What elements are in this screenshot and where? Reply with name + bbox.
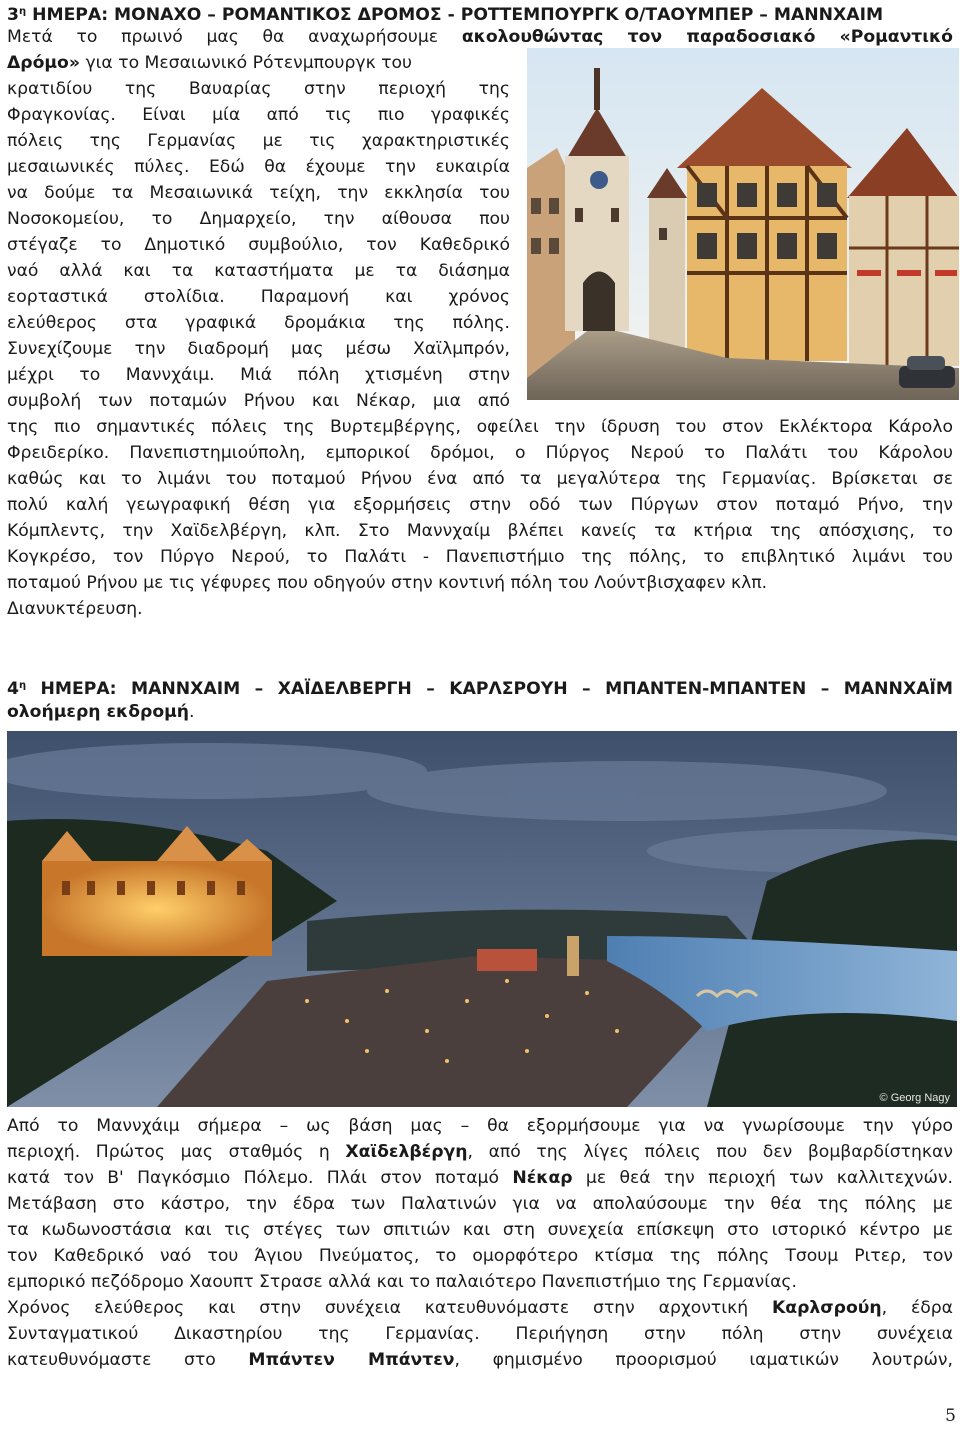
day4-line: τα κωδωνοστάσια και τις στέγες των σπιτιών και στη συνεχεία επίσκεψη στο ιστορικό κέντρο με [7, 1220, 953, 1240]
day4-heading: $4^\eta$ ΗΜΕΡΑ: ΜΑΝΝΧΑΙΜ – ΧΑΪΔΕΛΒΕΡΓΗ – ΚΑΡΛΣΡΟΥΗ – ΜΠΑΝΤΕΝ-ΜΠΑΝΤΕΝ – ΜΑΝΝΧΑΪΜ [7, 679, 953, 699]
day3-line: πόλεις της Γερμανίας με τις χαρακτηριστικές [7, 131, 510, 151]
day4-line: κατά τον Β' Παγκόσμιο Πόλεμο. Πλάι στον ποταμό Νέκαρ με θεά την περιοχή των καλλιτεχνών. [7, 1168, 953, 1188]
day4-line: κατευθυνόμαστε στο Μπάντεν Μπάντεν, φημισμένο προορισμού ιαματικών λουτρών, [7, 1350, 953, 1370]
day3-line: κρατιδίου της Βαυαρίας στην περιοχή της [7, 79, 510, 99]
day4-line: τον Καθεδρικό ναό του Άγιου Πνεύματος, το ομορφότερο κτίσμα της πόλης Τσουμ Ριτερ, τον [7, 1246, 953, 1266]
day4-line: Συνταγματικού Δικαστηρίου της Γερμανίας. Περιήγηση στην πόλη στην συνέχεια [7, 1324, 953, 1344]
day3-line: συμβολή των ποταμών Ρήνου και Νέκαρ, μια από [7, 391, 510, 411]
day3-line: Φρειδερίκο. Πανεπιστημιούπολη, εμπορικοί δρόμοι, ο Πύργος Νερού το Παλάτι του Κάρολου [7, 443, 953, 463]
day3-line: της πιο σημαντικές πόλεις της Βυρτεμβέργης, οφείλει την ίδρυση του στον Εκλέκτορα Κάρολο [7, 417, 953, 437]
day3-line: Διανυκτέρευση. [7, 599, 143, 619]
day3-line: ελεύθερος στα γραφικά δρομάκια της πόλης. [7, 313, 510, 333]
day3-line: στέγαζε το Δημοτικό συμβούλιο, τον Καθεδρικό [7, 235, 510, 255]
heidelberg-photo [7, 731, 957, 1107]
day3-line: πολύ καλή γεωγραφική θέση για εξορμήσεις στην οδό των Πύργων στον ποταμό Ρήνο, την [7, 495, 953, 515]
day3-line: Νοσοκομείου, το Δημαρχείο, την αίθουσα που [7, 209, 510, 229]
day3-line: εορταστικά στολίδια. Παραμονή και χρόνος [7, 287, 510, 307]
day3-line: μέχρι το Μαννχάιμ. Μιά πόλη χτισμένη στην [7, 365, 510, 385]
page-number: 5 [945, 1406, 956, 1426]
photo-credit: © Georg Nagy [879, 1092, 950, 1104]
day3-line: καθώς και το λιμάνι του ποταμού Ρήνου ένα από τα μεγαλύτερα της Γερμανίας. Βρίσκεται σε [7, 469, 953, 489]
day3-line: Συνεχίζουμε την διαδρομή μας μέσω Χαϊλμπρόν, [7, 339, 510, 359]
day3-line: Κόμπλεντς, την Χαϊδελβέργη, κλπ. Στο Μαννχαίμ βλέπει κανείς τα κτήρια της απόσχισης, το [7, 521, 953, 541]
day4-line: Από το Μαννχάιμ σήμερα – ως βάση μας – θα εξορμήσουμε για να γνωρίσουμε την γύρο [7, 1116, 953, 1136]
day3-line: Μετά το πρωινό μας θα αναχωρήσουμε ακολουθώντας τον παραδοσιακό «Ρομαντικό [7, 27, 953, 47]
rothenburg-photo [527, 48, 959, 400]
day3-line: Κογκρέσο, τον Πύργο Νερού, το Παλάτι - Πανεπιστήμιο της πόλης, το επιβλητικό λιμάνι του [7, 547, 953, 567]
day3-line: Δρόμο» για το Μεσαιωνικό Ρότενμπουργκ του [7, 53, 412, 73]
day3-line: μεσαιωνικές πύλες. Εδώ θα έχουμε την ευκαιρία [7, 157, 510, 177]
day3-line: ποταμού Ρήνου με τις γέφυρες που οδηγούν στην κοντινή πόλη του Λούντβισχαφεν κλπ. [7, 573, 768, 593]
day3-line: να δούμε τα Μεσαιωνικά τείχη, την εκκλησία του [7, 183, 510, 203]
day4-line: Χρόνος ελεύθερος και στην συνέχεια κατευθυνόμαστε στην αρχοντική Καρλσρούη, έδρα [7, 1298, 953, 1318]
day3-line: Φραγκονίας. Είναι μία από τις πιο γραφικές [7, 105, 510, 125]
day3-line: ναό αλλά και τα καταστήματα με τα διάσημα [7, 261, 510, 281]
day4-heading-line2: ολοήμερη εκδρομή. [7, 702, 195, 722]
day3-heading: $3^\eta$ ΗΜΕΡΑ: ΜΟΝΑΧΟ – ΡΟΜΑΝΤΙΚΟΣ ΔΡΟΜΟΣ - ΡΟΤΤΕΜΠΟΥΡΓΚ Ο/ΤΑΟΥΜΠΕΡ – ΜΑΝΝΧΑΙΜ [7, 5, 884, 25]
day4-line: εμπορικό πεζόδρομο Χαουπτ Στρασε αλλά και το παλαιότερο Πανεπιστήμιο της Γερμανίας. [7, 1272, 797, 1292]
day4-line: περιοχή. Πρώτος μας σταθμός η Χαϊδελβέργη, από της λίγες πόλεις που δεν βομβαρδίστηκαν [7, 1142, 953, 1162]
day4-line: Μετάβαση στο κάστρο, την έδρα των Παλατινών για να απολαύσουμε την θέα της πόλης με [7, 1194, 953, 1214]
